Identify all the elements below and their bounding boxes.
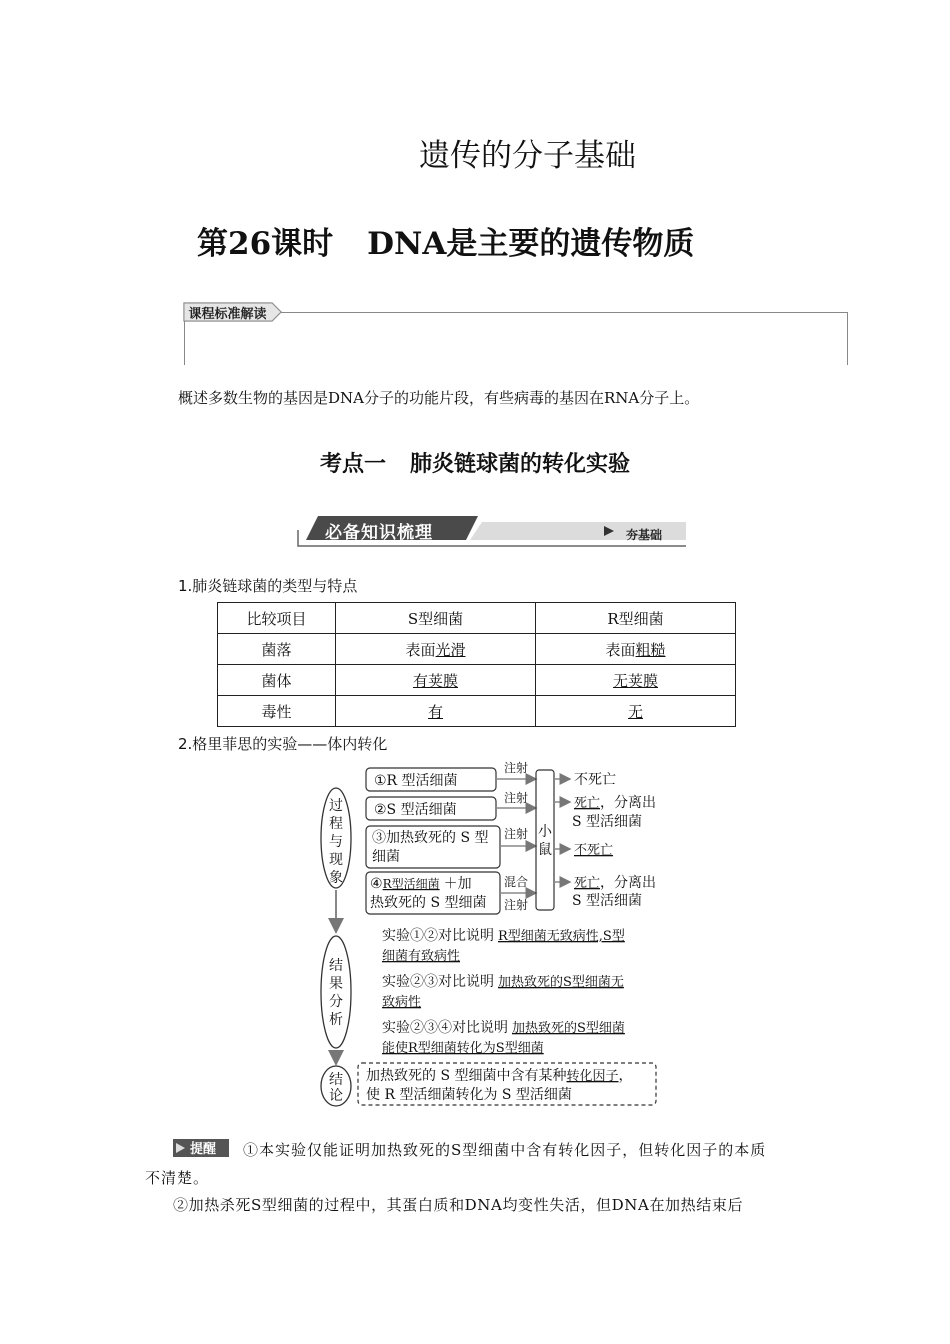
banner-title: 必备知识梳理 (325, 523, 433, 543)
side-analysis-char: 析 (329, 1012, 343, 1028)
cell-answer: 有荚膜 (412, 671, 458, 690)
cell-prefix: 表面 (405, 640, 436, 659)
inject-label: 注射 (504, 827, 529, 841)
standard-text: 概述多数生物的基因是DNA分子的功能片段，有些病毒的基因在RNA分子上。 (178, 389, 700, 407)
lesson-title (197, 218, 694, 263)
table-row (218, 696, 736, 727)
cell-answer: 光滑 (435, 640, 466, 659)
exp3-line1: ③加热致死的 S 型 (372, 830, 489, 846)
side-conclusion-char: 论 (329, 1088, 343, 1104)
side-analysis-char: 分 (329, 994, 343, 1010)
result4-line1: 死亡，分离出 (574, 875, 657, 891)
table-header-cell: S型细菌 (336, 603, 536, 634)
analysis1-line2: 细菌有致病性 (382, 949, 461, 964)
mix-label: 混合 (504, 875, 529, 889)
kaodian-label: 考点一 (319, 452, 386, 477)
table-header-row (218, 603, 736, 634)
result2-line1: 死亡，分离出 (574, 795, 657, 811)
side-process-char: 象 (329, 870, 343, 886)
banner-subtitle: 夯基础 (626, 528, 663, 542)
lesson-prefix: 第 (197, 226, 228, 262)
side-process-char: 现 (329, 852, 343, 868)
analysis2-line2: 致病性 (382, 995, 422, 1010)
reminder-p2: ②加热杀死S型细菌的过程中，其蛋白质和DNA均变性失活，但DNA在加热结束后 (173, 1196, 744, 1214)
result1: 不死亡 (574, 772, 616, 788)
reminder-p1b: 不清楚。 (145, 1169, 210, 1187)
side-analysis-char: 果 (329, 976, 343, 992)
side-process-char: 与 (329, 834, 343, 850)
reminder-tag: 提醒 (190, 1142, 217, 1157)
mouse-char: 小 (538, 824, 552, 840)
result3: 不死亡 (574, 843, 614, 858)
cell-answer: 无荚膜 (612, 671, 658, 690)
section1-title: 1.肺炎链球菌的类型与特点 (178, 577, 358, 595)
table-header-cell: R型细菌 (536, 603, 736, 634)
table-row (218, 665, 736, 696)
table-cell: 毒性 (218, 696, 336, 727)
side-process-char: 过 (329, 798, 343, 814)
table-cell (336, 696, 536, 727)
table-cell (336, 634, 536, 665)
analysis3-line1: 实验②③④对比说明 加热致死的S型细菌 (382, 1020, 625, 1036)
table-row (218, 634, 736, 665)
kaodian-title (0, 447, 950, 478)
lesson-topic: DNA是主要的遗传物质 (367, 226, 695, 262)
table-cell (536, 665, 736, 696)
conclusion-line2: 使 R 型活细菌转化为 S 型活细菌 (366, 1087, 572, 1103)
side-process-char: 程 (329, 816, 343, 832)
table-cell: 菌落 (218, 634, 336, 665)
inject-label: 注射 (504, 761, 529, 775)
kaodian-topic: 肺炎链球菌的转化实验 (410, 452, 631, 477)
comparison-table (217, 602, 736, 727)
conclusion-line1: 加热致死的 S 型细菌中含有某种转化因子， (366, 1068, 633, 1084)
lesson-suffix: 课时 (271, 226, 334, 262)
exp2-label: ②S 型活细菌 (374, 802, 457, 818)
cell-answer: 粗糙 (635, 640, 666, 659)
exp4-line2: 热致死的 S 型细菌 (370, 895, 487, 911)
inject-label: 注射 (504, 791, 529, 805)
griffith-experiment-diagram (318, 760, 670, 1112)
exp3-line2: 细菌 (372, 849, 400, 865)
section2-title: 2.格里菲思的实验——体内转化 (178, 735, 388, 753)
mouse-char: 鼠 (538, 842, 552, 858)
cell-answer: 无 (627, 702, 643, 721)
cell-prefix: 表面 (605, 640, 636, 659)
table-header-cell: 比较项目 (218, 603, 336, 634)
side-analysis-char: 结 (329, 958, 343, 974)
reminder-p1a: ①本实验仅能证明加热致死的S型细菌中含有转化因子，但转化因子的本质 (243, 1141, 767, 1159)
exp4-line1: ④R型活细菌 ＋加 (370, 876, 472, 892)
analysis1-line1: 实验①②对比说明 R型细菌无致病性,S型 (382, 928, 625, 944)
table-cell (536, 634, 736, 665)
inject-label: 注射 (504, 898, 529, 912)
exp1-label: ①R 型活细菌 (374, 773, 458, 789)
side-conclusion-char: 结 (329, 1072, 343, 1088)
table-cell (536, 696, 736, 727)
analysis3-line2: 能使R型细菌转化为S型细菌 (382, 1041, 544, 1056)
lesson-number: 26 (228, 226, 272, 262)
standard-tab-label: 课程标准解读 (188, 307, 267, 322)
cell-answer: 有 (427, 702, 443, 721)
analysis2-line1: 实验②③对比说明 加热致死的S型细菌无 (382, 974, 624, 990)
table-cell: 菌体 (218, 665, 336, 696)
result4-line2: S 型活细菌 (572, 893, 643, 909)
unit-title: 遗传的分子基础 (419, 138, 636, 174)
table-cell (336, 665, 536, 696)
result2-line2: S 型活细菌 (572, 814, 643, 830)
